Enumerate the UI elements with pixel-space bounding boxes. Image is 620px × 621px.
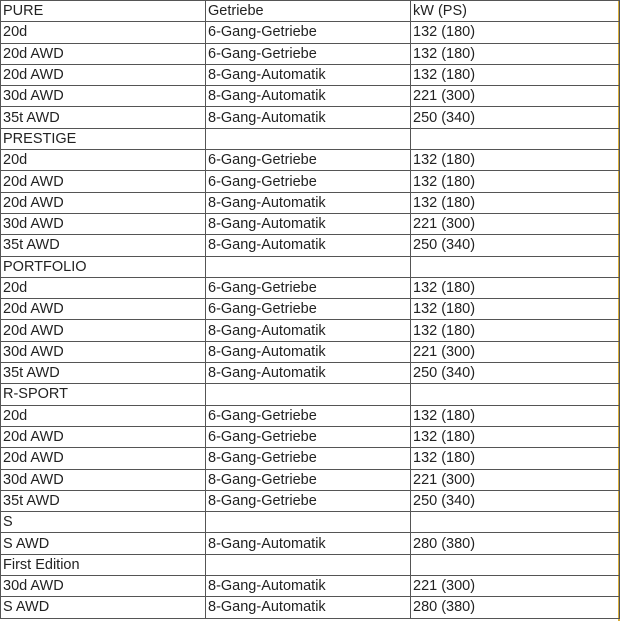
table-row xyxy=(1,86,620,107)
transmission-cell: 8-Gang-Automatik xyxy=(206,107,411,128)
model-cell: 20d xyxy=(1,277,206,298)
model-cell: 30d AWD xyxy=(1,576,206,597)
transmission-cell: 8-Gang-Automatik xyxy=(206,235,411,256)
power-cell: 250 (340) xyxy=(411,363,620,384)
table-row xyxy=(1,22,620,43)
table-row xyxy=(1,256,620,277)
model-cell: 20d AWD xyxy=(1,43,206,64)
model-cell: PRESTIGE xyxy=(1,128,206,149)
transmission-cell: 6-Gang-Getriebe xyxy=(206,43,411,64)
table-row xyxy=(1,597,620,618)
table-row xyxy=(1,384,620,405)
table-row xyxy=(1,448,620,469)
transmission-cell: 8-Gang-Automatik xyxy=(206,597,411,618)
table-row xyxy=(1,213,620,234)
model-cell: PORTFOLIO xyxy=(1,256,206,277)
power-cell xyxy=(411,384,620,405)
model-cell: 20d AWD xyxy=(1,64,206,85)
power-cell: 280 (380) xyxy=(411,533,620,554)
power-cell: 221 (300) xyxy=(411,341,620,362)
power-cell: 221 (300) xyxy=(411,576,620,597)
header-cell-model: PURE xyxy=(1,1,206,22)
transmission-cell xyxy=(206,256,411,277)
power-cell xyxy=(411,512,620,533)
table-row xyxy=(1,128,620,149)
model-cell: 20d xyxy=(1,22,206,43)
power-cell: 250 (340) xyxy=(411,490,620,511)
transmission-cell: 8-Gang-Automatik xyxy=(206,192,411,213)
transmission-cell xyxy=(206,384,411,405)
table-row xyxy=(1,107,620,128)
transmission-cell: 8-Gang-Automatik xyxy=(206,213,411,234)
power-cell: 132 (180) xyxy=(411,64,620,85)
table-row xyxy=(1,554,620,575)
model-cell: 35t AWD xyxy=(1,363,206,384)
power-cell: 221 (300) xyxy=(411,469,620,490)
power-cell: 132 (180) xyxy=(411,426,620,447)
transmission-cell xyxy=(206,554,411,575)
table-row xyxy=(1,192,620,213)
model-cell: S xyxy=(1,512,206,533)
model-cell: 20d AWD xyxy=(1,448,206,469)
transmission-cell: 8-Gang-Getriebe xyxy=(206,490,411,511)
transmission-cell: 8-Gang-Automatik xyxy=(206,64,411,85)
header-cell-transmission: Getriebe xyxy=(206,1,411,22)
model-cell: 30d AWD xyxy=(1,86,206,107)
transmission-cell: 8-Gang-Automatik xyxy=(206,576,411,597)
model-cell: First Edition xyxy=(1,554,206,575)
model-cell: 30d AWD xyxy=(1,341,206,362)
model-cell: R-SPORT xyxy=(1,384,206,405)
header-cell-power: kW (PS) xyxy=(411,1,620,22)
table-header-row xyxy=(1,1,620,22)
table-row xyxy=(1,469,620,490)
model-cell: 20d AWD xyxy=(1,426,206,447)
model-cell: 35t AWD xyxy=(1,107,206,128)
transmission-cell: 8-Gang-Automatik xyxy=(206,341,411,362)
table-row xyxy=(1,576,620,597)
model-cell: 20d AWD xyxy=(1,299,206,320)
table-row xyxy=(1,490,620,511)
model-cell: 30d AWD xyxy=(1,213,206,234)
power-cell: 132 (180) xyxy=(411,171,620,192)
model-cell: 20d AWD xyxy=(1,320,206,341)
table-row xyxy=(1,64,620,85)
transmission-cell: 8-Gang-Automatik xyxy=(206,363,411,384)
table-row xyxy=(1,405,620,426)
model-cell: 20d xyxy=(1,150,206,171)
model-cell: 35t AWD xyxy=(1,235,206,256)
table-row xyxy=(1,512,620,533)
table-row xyxy=(1,150,620,171)
power-cell xyxy=(411,554,620,575)
power-cell: 132 (180) xyxy=(411,22,620,43)
table-row xyxy=(1,320,620,341)
table-row xyxy=(1,363,620,384)
model-cell: S AWD xyxy=(1,597,206,618)
table-row xyxy=(1,171,620,192)
table-body xyxy=(1,1,620,619)
model-cell: S AWD xyxy=(1,533,206,554)
table-row xyxy=(1,533,620,554)
power-cell: 132 (180) xyxy=(411,320,620,341)
power-cell: 132 (180) xyxy=(411,405,620,426)
model-cell: 20d xyxy=(1,405,206,426)
power-cell: 221 (300) xyxy=(411,86,620,107)
transmission-cell: 8-Gang-Getriebe xyxy=(206,469,411,490)
power-cell: 221 (300) xyxy=(411,213,620,234)
model-cell: 20d AWD xyxy=(1,192,206,213)
transmission-cell: 6-Gang-Getriebe xyxy=(206,426,411,447)
power-cell xyxy=(411,128,620,149)
transmission-cell: 6-Gang-Getriebe xyxy=(206,405,411,426)
model-cell: 20d AWD xyxy=(1,171,206,192)
transmission-cell: 6-Gang-Getriebe xyxy=(206,277,411,298)
model-cell: 30d AWD xyxy=(1,469,206,490)
power-cell: 280 (380) xyxy=(411,597,620,618)
model-cell: 35t AWD xyxy=(1,490,206,511)
power-cell: 250 (340) xyxy=(411,235,620,256)
table-row xyxy=(1,235,620,256)
transmission-cell: 8-Gang-Getriebe xyxy=(206,448,411,469)
power-cell: 250 (340) xyxy=(411,107,620,128)
table-row xyxy=(1,426,620,447)
power-cell: 132 (180) xyxy=(411,448,620,469)
table-row xyxy=(1,299,620,320)
table-row xyxy=(1,277,620,298)
transmission-cell: 6-Gang-Getriebe xyxy=(206,299,411,320)
power-cell: 132 (180) xyxy=(411,299,620,320)
transmission-cell xyxy=(206,128,411,149)
power-cell xyxy=(411,256,620,277)
table-row xyxy=(1,43,620,64)
table-row xyxy=(1,341,620,362)
transmission-cell: 8-Gang-Automatik xyxy=(206,86,411,107)
power-cell: 132 (180) xyxy=(411,192,620,213)
transmission-cell xyxy=(206,512,411,533)
transmission-cell: 6-Gang-Getriebe xyxy=(206,22,411,43)
power-cell: 132 (180) xyxy=(411,277,620,298)
transmission-cell: 8-Gang-Automatik xyxy=(206,320,411,341)
power-cell: 132 (180) xyxy=(411,150,620,171)
transmission-cell: 6-Gang-Getriebe xyxy=(206,150,411,171)
transmission-cell: 6-Gang-Getriebe xyxy=(206,171,411,192)
power-cell: 132 (180) xyxy=(411,43,620,64)
transmission-cell: 8-Gang-Automatik xyxy=(206,533,411,554)
